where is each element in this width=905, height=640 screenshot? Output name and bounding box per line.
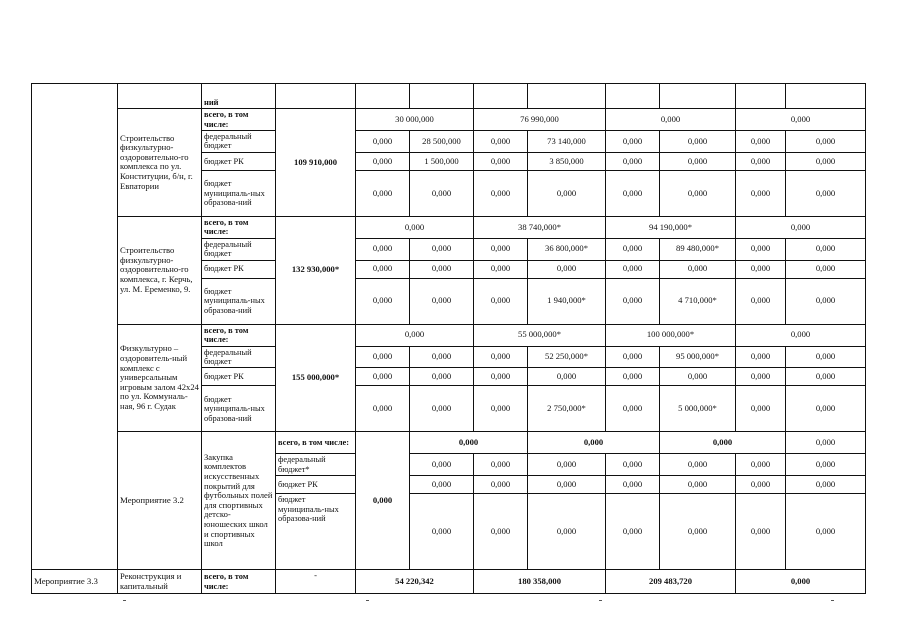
value-cell: 0,000 — [660, 368, 736, 386]
table-row — [32, 432, 866, 454]
value-cell: 73 140,000 — [528, 131, 606, 153]
source-label: бюджет муниципаль-ных образова-ний — [202, 386, 276, 432]
year-total: 0,000 — [606, 109, 736, 131]
value-cell: 3 850,000 — [528, 152, 606, 170]
value-cell: 0,000 — [786, 476, 866, 494]
year-total: 0,000 — [736, 109, 866, 131]
value-cell: 0,000 — [660, 260, 736, 278]
value-cell: 0,000 — [736, 278, 786, 324]
table-row — [32, 324, 866, 346]
value-cell: 0,000 — [606, 260, 660, 278]
source-label: бюджет РК — [202, 152, 276, 170]
value-cell: 0,000 — [410, 260, 474, 278]
value-cell: 0,000 — [528, 494, 606, 570]
value-cell: 0,000 — [528, 260, 606, 278]
value-cell: 0,000 — [474, 152, 528, 170]
value-cell: 0,000 — [528, 454, 606, 476]
event-label: Мероприятие 3.3 — [32, 570, 118, 594]
value-cell: 0,000 — [474, 368, 528, 386]
project-name: Закупка комплектов искусственных покрытий для футбольных полей для спортивных детско-юношеских школ и спортивных школ — [202, 432, 276, 570]
value-cell: 0,000 — [474, 476, 528, 494]
year-total: 0,000 — [736, 324, 866, 346]
value-cell: 0,000 — [410, 278, 474, 324]
value-cell: 0,000 — [606, 152, 660, 170]
value-cell: 0,000 — [410, 386, 474, 432]
value-cell: 0,000 — [356, 170, 410, 216]
year-total: 180 358,000 — [474, 570, 606, 594]
value-cell: 0,000 — [356, 260, 410, 278]
source-label: федеральный бюджет — [202, 346, 276, 368]
table-row-top-fragment — [32, 84, 866, 109]
value-cell: 0,000 — [606, 386, 660, 432]
value-cell: 0,000 — [736, 476, 786, 494]
value-cell: 0,000 — [474, 454, 528, 476]
value-cell: 0,000 — [660, 476, 736, 494]
project-total: 109 910,000 — [276, 109, 356, 217]
value-cell: 0,000 — [786, 131, 866, 153]
value-cell: 0,000 — [786, 368, 866, 386]
event-cell-blank — [32, 84, 118, 570]
value-cell: 0,000 — [786, 278, 866, 324]
value-cell: 2 750,000* — [528, 386, 606, 432]
value-cell: 0,000 — [410, 494, 474, 570]
source-total-label: всего, в том числе: — [202, 216, 276, 238]
project-name: Строительство физкультурно-оздоровительно-го комплекса, г. Керчь, ул. М. Еременко, 9. — [118, 216, 202, 324]
value-cell: 0,000 — [736, 494, 786, 570]
project-total: 155 000,000* — [276, 324, 356, 432]
value-cell: 0,000 — [606, 346, 660, 368]
value-cell: 0,000 — [356, 346, 410, 368]
value-cell: 0,000 — [606, 476, 660, 494]
value-cell: 36 800,000* — [528, 238, 606, 260]
table-row — [32, 109, 866, 131]
project-total: 132 930,000* — [276, 216, 356, 324]
project-name-cell — [118, 84, 202, 109]
source-label: бюджет РК — [276, 476, 356, 494]
value-cell: 95 000,000* — [660, 346, 736, 368]
table-row — [32, 570, 866, 594]
year-total: 0,000 — [356, 216, 474, 238]
source-label: федеральный бюджет — [202, 238, 276, 260]
value-cell: 5 000,000* — [660, 386, 736, 432]
value-cell: 0,000 — [786, 238, 866, 260]
value-cell: 52 250,000* — [528, 346, 606, 368]
year-total: 0,000 — [736, 216, 866, 238]
value-cell: 0,000 — [736, 152, 786, 170]
value-cell: 0,000 — [786, 454, 866, 476]
value-cell: 0,000 — [660, 131, 736, 153]
value-cell: 0,000 — [474, 278, 528, 324]
value-cell: 0,000 — [528, 476, 606, 494]
value-cell: 0,000 — [410, 476, 474, 494]
year-total: 94 190,000* — [606, 216, 736, 238]
value-cell: 0,000 — [606, 238, 660, 260]
value-cell: 0,000 — [474, 260, 528, 278]
year-total: 76 990,000 — [474, 109, 606, 131]
project-total: - — [276, 570, 356, 594]
source-label: бюджет РК — [202, 260, 276, 278]
year-total: 0,000 — [528, 432, 660, 454]
scan-marks — [31, 600, 865, 608]
value-cell: 0,000 — [660, 170, 736, 216]
value-cell: 0,000 — [410, 238, 474, 260]
value-cell: 0,000 — [528, 170, 606, 216]
value-cell: 0,000 — [356, 386, 410, 432]
source-label: бюджет РК — [202, 368, 276, 386]
value-cell: 0,000 — [356, 152, 410, 170]
value-cell: 0,000 — [660, 494, 736, 570]
value-cell: 0,000 — [474, 494, 528, 570]
value-cell: 0,000 — [474, 238, 528, 260]
budget-table — [31, 83, 866, 594]
value-cell: 0,000 — [660, 152, 736, 170]
project-total: 0,000 — [356, 432, 410, 570]
value-cell: 1 500,000 — [410, 152, 474, 170]
value-cell: 0,000 — [474, 131, 528, 153]
value-cell: 89 480,000* — [660, 238, 736, 260]
year-total: 0,000 — [410, 432, 528, 454]
value-cell: 0,000 — [356, 368, 410, 386]
value-cell: 0,000 — [528, 368, 606, 386]
value-cell: 0,000 — [736, 238, 786, 260]
year-total: 0,000 — [736, 570, 866, 594]
value-cell: 0,000 — [410, 454, 474, 476]
value-cell: 0,000 — [606, 368, 660, 386]
year-total: 0,000 — [660, 432, 786, 454]
value-cell: 0,000 — [474, 386, 528, 432]
value-cell: 0,000 — [606, 170, 660, 216]
value-cell: 0,000 — [356, 131, 410, 153]
value-cell: 0,000 — [736, 368, 786, 386]
project-name: Реконструкция и капитальный — [118, 570, 202, 594]
value-cell: 0,000 — [606, 131, 660, 153]
value-cell: 0,000 — [786, 170, 866, 216]
table-row — [32, 216, 866, 238]
value-cell: 0,000 — [606, 454, 660, 476]
project-name: Строительство физкультурно-оздоровительно-го комплекса по ул. Конституции, б/н, г. Евпатории — [118, 109, 202, 217]
value-cell: 0,000 — [356, 278, 410, 324]
source-label: бюджет муниципаль-ных образова-ний — [202, 278, 276, 324]
source-label: федеральный бюджет* — [276, 454, 356, 476]
source-label: ний — [202, 84, 276, 109]
value-cell: 0,000 — [410, 346, 474, 368]
year-total: 100 000,000* — [606, 324, 736, 346]
value-cell: 0,000 — [606, 278, 660, 324]
value-cell: 28 500,000 — [410, 131, 474, 153]
year-total: 0,000 — [356, 324, 474, 346]
year-total: 55 000,000* — [474, 324, 606, 346]
year-total: 30 000,000 — [356, 109, 474, 131]
value-cell: 0,000 — [736, 386, 786, 432]
source-total-label: всего, в том числе: — [202, 109, 276, 131]
value-cell: 0,000 — [474, 346, 528, 368]
year-total: 0,000 — [786, 432, 866, 454]
value-cell: 0,000 — [606, 494, 660, 570]
value-cell: 0,000 — [786, 386, 866, 432]
source-total-label: всего, в том числе: — [202, 324, 276, 346]
source-label: бюджет муниципаль-ных образова-ний — [202, 170, 276, 216]
value-cell: 0,000 — [786, 260, 866, 278]
value-cell: 0,000 — [736, 454, 786, 476]
project-name: Физкультурно – оздоровитель-ный комплекс с универсальным игровым залом 42х24 по ул. Коммуналь-ная, 96 г. Судак — [118, 324, 202, 432]
value-cell: 0,000 — [736, 170, 786, 216]
value-cell: 0,000 — [736, 260, 786, 278]
value-cell: 0,000 — [786, 152, 866, 170]
value-cell: 4 710,000* — [660, 278, 736, 324]
year-total: 54 220,342 — [356, 570, 474, 594]
value-cell: 0,000 — [736, 131, 786, 153]
source-total-label: всего, в том числе: — [276, 432, 356, 454]
value-cell: 0,000 — [356, 238, 410, 260]
source-label: бюджет муниципаль-ных образова-ний — [276, 494, 356, 570]
year-total: 209 483,720 — [606, 570, 736, 594]
value-cell: 0,000 — [736, 346, 786, 368]
event-label: Мероприятие 3.2 — [118, 432, 202, 570]
value-cell: 0,000 — [786, 494, 866, 570]
value-cell: 0,000 — [410, 170, 474, 216]
value-cell: 0,000 — [786, 346, 866, 368]
source-label: федеральный бюджет — [202, 131, 276, 153]
value-cell: 1 940,000* — [528, 278, 606, 324]
source-total-label: всего, в том числе: — [202, 570, 276, 594]
value-cell: 0,000 — [474, 170, 528, 216]
year-total: 38 740,000* — [474, 216, 606, 238]
value-cell: 0,000 — [410, 368, 474, 386]
value-cell: 0,000 — [660, 454, 736, 476]
